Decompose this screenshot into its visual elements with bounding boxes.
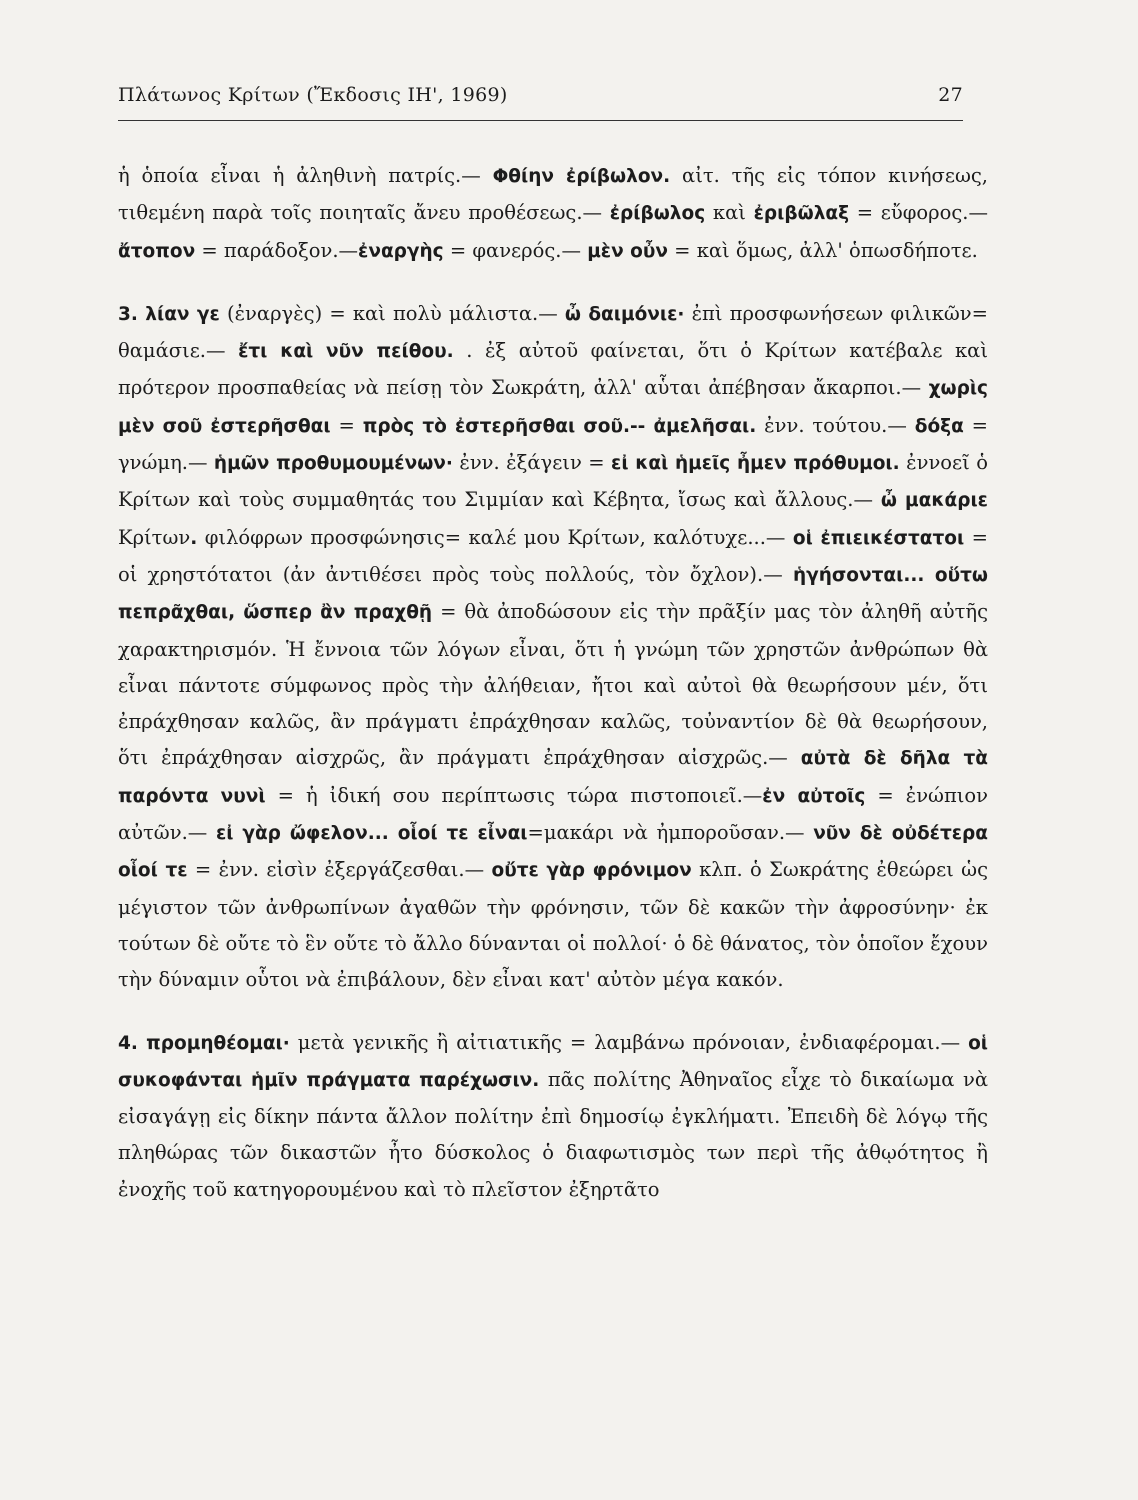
lemma-term: 4. προμηθέομαι· [118,1032,290,1054]
gloss-text: καὶ [705,201,754,225]
running-title: Πλάτωνος Κρίτων (Ἔκδοσις ΙΗ', 1969) [118,84,508,106]
lemma-term: ἔτι καὶ νῦν πείθου. [238,341,454,363]
paragraph [118,296,988,999]
lemma-term: οὔτε γὰρ φρόνιμον [491,860,692,882]
lemma-term: δόξα [914,415,964,437]
gloss-text: =μακάρι νὰ ἠμποροῦσαν.— [527,821,814,845]
gloss-text: = καὶ ὅμως, ἀλλ' ὁπωσδήποτε. [667,238,978,262]
lemma-term: ἐριβῶλαξ [753,203,850,225]
gloss-text: μετὰ γενικῆς ἢ αἰτιατικῆς = λαμβάνω πρόνοιαν, ἐνδιαφέρομαι.— [289,1030,969,1054]
lemma-term: χωρὶς μὲν σοῦ ἐστερῆσθαι [118,378,988,437]
gloss-text: (ἐναργὲς) = καὶ πολὺ μάλιστα.— [219,301,565,325]
lemma-term: νῦν δὲ οὐδέτερα οἷοί τε [118,823,989,882]
paragraph [118,1025,988,1208]
commentary-text [118,158,988,1208]
gloss-text: = εὔφορος.— [849,201,988,225]
gloss-text: = οἱ χρηστότατοι (ἀν ἀντιθέσει πρὸς τοὺς πολλούς, τὸν ὄχλον).— [118,525,988,586]
gloss-text: = ἐνώπιον αὐτῶν.— [118,783,989,845]
gloss-text: ἐνν. τούτου.— [756,413,915,437]
gloss-text: = ἡ ἰδική σου περίπτωσις τώρα πιστοποιεῖ.— [265,783,763,807]
gloss-text: = θὰ ἀποδώσουν εἰς τὴν πρᾶξίν μας τὸν ἀληθῆ αὐτῆς χαρακτηρισμόν. Ἡ ἔννοια τῶν λόγων εἶναι, ὅτι ἡ γνώμη τῶν χρηστῶν ἀνθρώπων θὰ εἶναι πάντοτε σύμφωνος πρὸς τὴν ἀλήθειαν, ἤτοι καὶ αὐτοὶ θὰ θεωρήσουν μέν, ὅτι ἐπράχθησαν καλῶς, ἂν πράγματι ἐπράχθησαν καλῶς, τοὐναντίον δὲ θὰ θεωρήσουν, ὅτι ἐπράχθησαν αἰσχρῶς, ἂν πράγματι ἐπράχθησαν αἰσχρῶς.— [118,600,988,770]
gloss-text: ἐπὶ προσφωνήσεων φιλικῶν= θαμάσιε.— [118,301,988,363]
gloss-text: κλπ. ὁ Σωκράτης ἐθεώρει ὡς μέγιστον τῶν ἀνθρωπίνων ἀγαθῶν τὴν φρόνησιν, τῶν δὲ κακῶν τὴν ἀφροσύνην· ἐκ τούτων δὲ οὔτε τὸ ἓν οὔτε τὸ ἄλλο δύνανται οἱ πολλοί· ὁ δὲ θάνατος, τὸν ὁποῖον ἔχουν τὴν δύναμιν οὗτοι νὰ ἐπιβάλουν, δὲν εἶναι κατ' αὐτὸν μέγα κακόν. [118,858,989,992]
gloss-text: = ἐνν. εἰσὶν ἐξεργάζεσθαι.— [187,858,492,882]
gloss-text: ἡ ὁποία εἶναι ἡ ἀληθινὴ πατρίς.— [118,164,493,187]
lemma-term: ἡγήσονται... οὕτω πεπρᾶχθαι, ὥσπερ ἂν πραχθῇ [118,564,988,624]
lemma-term: εἰ καὶ ἡμεῖς ἦμεν πρόθυμοι. [611,453,900,475]
lemma-term: ἐναργὴς [358,240,444,262]
lemma-term: μὲν οὖν [587,240,668,262]
lemma-term: ὦ μακάριε [880,490,988,512]
gloss-text: = γνώμη.— [118,413,989,475]
page-number: 27 [938,84,963,106]
lemma-term: αὐτὰ δὲ δῆλα τὰ παρόντα νυνὶ [118,748,988,807]
lemma-term: εἰ γὰρ ὤφελον... οἷοί τε εἶναι [215,823,528,845]
lemma-term: πρὸς τὸ ἐστερῆσθαι σοῦ.-- ἀμελῆσαι. [362,415,757,437]
lemma-term: Φθίην ἐρίβωλον. [492,166,671,187]
lemma-term: 3. λίαν γε [118,303,220,325]
paragraph [118,158,988,270]
lemma-term: ὦ δαιμόνιε· [564,303,685,325]
running-header [118,84,963,106]
lemma-term: οἱ συκοφάνται ἡμῖν πράγματα παρέχωσιν. [118,1032,989,1091]
gloss-text: πᾶς πολίτης Ἀθηναῖος εἶχε τὸ δικαίωμα νὰ εἰσαγάγῃ εἰς δίκην πάντα ἄλλον πολίτην ἐπὶ δημοσίῳ ἐγκλήματι. Ἐπειδὴ δὲ λόγῳ τῆς πληθώρας τῶν δικαστῶν ἦτο δύσκολος ὁ διαφωτισμὸς των περὶ τῆς ἀθῳότητος ἢ ἐνοχῆς τοῦ κατηγορουμένου καὶ τὸ πλεῖστον ἐξηρτᾶτο [118,1067,988,1201]
lemma-term: ἡμῶν προθυμουμένων· [213,453,453,475]
gloss-text: Κρίτων [118,525,191,549]
gloss-text: ἐνν. ἐξάγειν = [452,451,612,475]
lemma-term: ἄτοπον [118,240,196,262]
lemma-term: . [190,527,198,549]
gloss-text: . ἐξ αὐτοῦ φαίνεται, ὅτι ὁ Κρίτων κατέβαλε καὶ πρότερον προσπαθείας νὰ πείσῃ τὸν Σωκράτη, ἀλλ' αὗται ἀπέβησαν ἄκαρποι.— [118,339,988,400]
lemma-term: ἐρίβωλος [609,203,706,225]
gloss-text: = [330,413,363,437]
gloss-text: ἐννοεῖ ὁ Κρίτων καὶ τοὺς συμμαθητάς του Σιμμίαν καὶ Κέβητα, ἴσως καὶ ἄλλους.— [118,451,988,512]
gloss-text: = φανερός.— [443,238,588,262]
lemma-term: ἐν αὐτοῖς [762,785,866,807]
header-rule [118,120,963,121]
gloss-text: φιλόφρων προσφώνησις= καλέ μου Κρίτων, καλότυχε...— [197,525,793,549]
gloss-text: = παράδοξον.— [195,238,359,262]
gloss-text: αἰτ. τῆς εἰς τόπον κινήσεως, τιθεμένη παρὰ τοῖς ποιηταῖς ἄνευ προθέσεως.— [118,164,988,225]
lemma-term: οἱ ἐπιεικέστατοι [792,527,965,549]
